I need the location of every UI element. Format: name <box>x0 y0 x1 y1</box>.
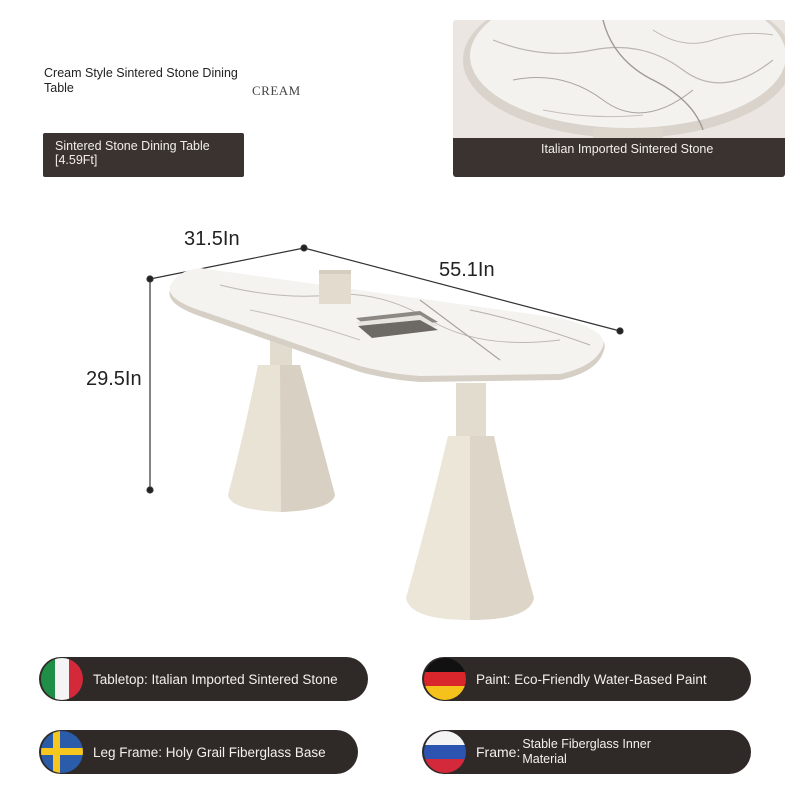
feature-pill-leg-frame <box>39 730 358 774</box>
germany-flag-icon <box>424 658 466 700</box>
front-leg <box>406 383 534 620</box>
width-dimension: 31.5In <box>184 228 240 250</box>
russia-flag-icon <box>424 731 466 773</box>
feature-label: Paint: Eco-Friendly Water-Based Paint <box>476 671 707 687</box>
color-name: CREAM <box>252 83 301 98</box>
feature-label: Tabletop: Italian Imported Sintered Stone <box>93 671 338 687</box>
tabletop <box>169 268 604 382</box>
product-title: Cream Style Sintered Stone Dining Table <box>44 66 238 95</box>
feature-pill-frame <box>422 730 751 774</box>
back-leg <box>228 335 335 512</box>
height-dimension: 29.5In <box>86 368 142 390</box>
feature-pill-tabletop <box>39 657 368 701</box>
feature-label: Stable Fiberglass Inner Material <box>522 737 651 766</box>
feature-pill-paint <box>422 657 751 701</box>
feature-prefix: Frame: <box>476 744 521 760</box>
feature-label: Leg Frame: Holy Grail Fiberglass Base <box>93 744 326 760</box>
length-dimension: 55.1In <box>439 259 495 281</box>
photo-label: Italian Imported Sintered Stone <box>453 138 785 177</box>
size-label: Sintered Stone Dining Table [4.59Ft] <box>43 133 244 177</box>
sweden-flag-icon <box>41 731 83 773</box>
italy-flag-icon <box>41 658 83 700</box>
